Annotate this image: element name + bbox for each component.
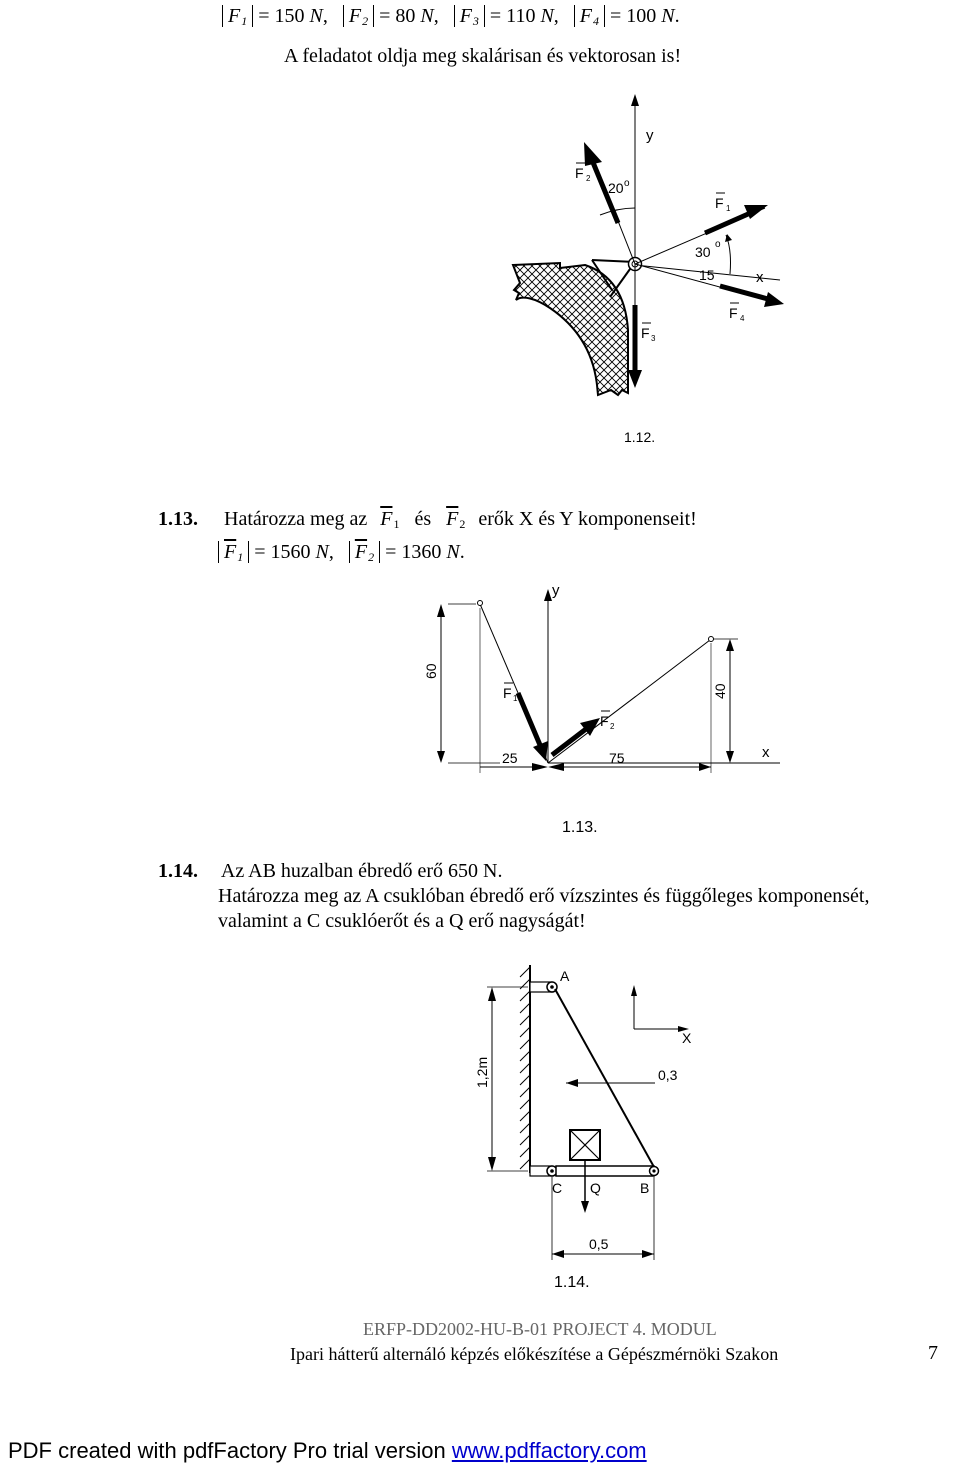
f1-sub-113: 1 — [393, 517, 400, 531]
dim-height: 1,2m — [474, 1056, 490, 1088]
force-values-line — [222, 5, 680, 29]
f3-unit: N — [540, 5, 554, 27]
y-label: y — [646, 127, 654, 144]
f1-value: = 150 — [258, 5, 305, 27]
f2-abs-113 — [349, 541, 380, 563]
f1-symbol: F — [228, 5, 241, 27]
f2-sep: , — [433, 5, 439, 27]
f1-subb-113: 1 — [237, 550, 244, 564]
f2-label-sub: 2 — [586, 174, 591, 183]
problem-1-14-line2: Határozza meg az A csuklóban ébredő erő vízszintes és függőleges komponensét, — [218, 885, 870, 907]
f4-sep: . — [674, 5, 680, 27]
f2-symbol: F — [348, 5, 362, 27]
f4-value: = 100 — [610, 5, 657, 27]
y-label-113: y — [552, 582, 560, 599]
f2-label-113: F — [600, 713, 609, 729]
f4-unit: N — [661, 5, 675, 27]
f3-label: F — [641, 325, 650, 341]
f1-symbol-113: $\overline{F}$ — [380, 508, 393, 530]
f1-label: F — [715, 195, 724, 211]
problem-1-14-text-1: Az AB huzalban ébredő erő 650 N. — [220, 860, 503, 882]
unit-1-113: N — [315, 541, 329, 563]
label-c: C — [552, 1180, 563, 1196]
deg-30: o — [715, 239, 721, 250]
f2-sub-113: 2 — [459, 517, 466, 531]
angle-15: 15 — [699, 267, 715, 283]
f2-label-113-sub: 2 — [610, 722, 615, 731]
dim-75: 75 — [609, 750, 625, 766]
caption-1-12: 1.12. — [624, 429, 656, 445]
dim-60: 60 — [423, 663, 439, 679]
f2-unit: N — [420, 5, 434, 27]
hatched-wall — [513, 263, 628, 395]
angle-30: 30 — [695, 244, 711, 260]
f2-symbol-113: $\overline{F}$ — [446, 508, 459, 530]
f4-label-sub: 4 — [740, 314, 745, 323]
f4-abs — [574, 5, 605, 27]
sep-1-113: , — [328, 541, 334, 563]
f2-sub: 2 — [362, 14, 369, 28]
problem-1-13-text-b: erők X és Y komponenseit! — [478, 508, 697, 530]
es-word: és — [414, 508, 432, 530]
angle-20: 20 — [608, 180, 624, 196]
figure-1-12 — [500, 90, 800, 450]
problem-1-14-line1 — [158, 860, 503, 883]
f1-label-sub: 1 — [726, 204, 731, 213]
x-label: x — [756, 269, 764, 286]
dim-05: 0,5 — [589, 1236, 609, 1252]
label-q: Q — [590, 1180, 601, 1196]
unit-2-113: N — [446, 541, 460, 563]
dim-03: 0,3 — [658, 1067, 678, 1083]
f1-sep: , — [322, 5, 328, 27]
f4-label: F — [729, 305, 738, 321]
y-axis-arrow — [631, 94, 639, 106]
f3-sep: , — [553, 5, 559, 27]
label-x: X — [682, 1030, 692, 1046]
f1-abs-113 — [218, 541, 249, 563]
f2-sym-113b: $\overline{F}$ — [354, 541, 368, 563]
f2-value-113: = 1360 — [385, 541, 442, 563]
pdf-footer-text: PDF created with pdfFactory Pro trial version — [8, 1438, 452, 1463]
problem-1-13-text-a: Határozza meg az — [224, 508, 368, 530]
instruction-text: A feladatot oldja meg skalárisan és vektorosan is! — [284, 45, 682, 67]
f1-value-113: = 1560 — [254, 541, 311, 563]
x-label-113: x — [762, 744, 770, 761]
f1-arrow — [705, 211, 755, 233]
f1-label-113: F — [503, 685, 512, 701]
beam-cb — [556, 1166, 654, 1176]
f1-arrow-113 — [518, 693, 540, 745]
f1-sub: 1 — [241, 14, 248, 28]
f2-arrow-113 — [552, 729, 586, 755]
label-b: B — [640, 1180, 650, 1196]
f1-label-113-sub: 1 — [513, 694, 518, 703]
figure-1-14 — [460, 955, 710, 1295]
dim-40: 40 — [712, 683, 728, 699]
f3-value: = 110 — [489, 5, 536, 27]
f1-unit: N — [309, 5, 323, 27]
problem-1-13-number: 1.13. — [158, 508, 198, 530]
f1-sym-113b: $\overline{F}$ — [224, 541, 237, 563]
footer-project: ERFP-DD2002-HU-B-01 PROJECT 4. MODUL — [363, 1319, 717, 1339]
problem-1-14-number: 1.14. — [158, 860, 198, 882]
f2-label: F — [575, 165, 584, 181]
label-a: A — [560, 968, 570, 984]
f3-label-sub: 3 — [651, 334, 656, 343]
f2-subb-113: 2 — [368, 550, 375, 564]
f3-abs — [454, 5, 485, 27]
f4-arrow — [720, 286, 768, 299]
figure-1-13 — [410, 575, 800, 840]
caption-1-14: 1.14. — [554, 1274, 590, 1291]
problem-1-14-line3: valamint a C csuklóerőt és a Q erő nagyságát! — [218, 910, 586, 932]
problem-1-13-heading — [158, 508, 697, 532]
page-number: 7 — [928, 1342, 938, 1364]
f2-abs — [343, 5, 374, 27]
f1-abs — [222, 5, 253, 27]
caption-1-13: 1.13. — [562, 819, 598, 836]
problem-1-13-values — [218, 541, 465, 565]
footer-course: Ipari hátterű alternáló képzés előkészítése a Gépészmérnöki Szakon — [290, 1344, 779, 1364]
pdf-footer — [8, 1438, 647, 1464]
f4-sub: 4 — [593, 14, 600, 28]
sep-2-113: . — [459, 541, 465, 563]
deg-20: o — [624, 178, 630, 189]
f3-symbol: F — [459, 5, 472, 27]
f3-sub: 3 — [472, 14, 479, 28]
pdffactory-link[interactable]: www.pdffactory.com — [451, 1438, 647, 1463]
dim-25: 25 — [502, 750, 518, 766]
f2-value: = 80 — [379, 5, 416, 27]
f4-symbol: F — [579, 5, 593, 27]
